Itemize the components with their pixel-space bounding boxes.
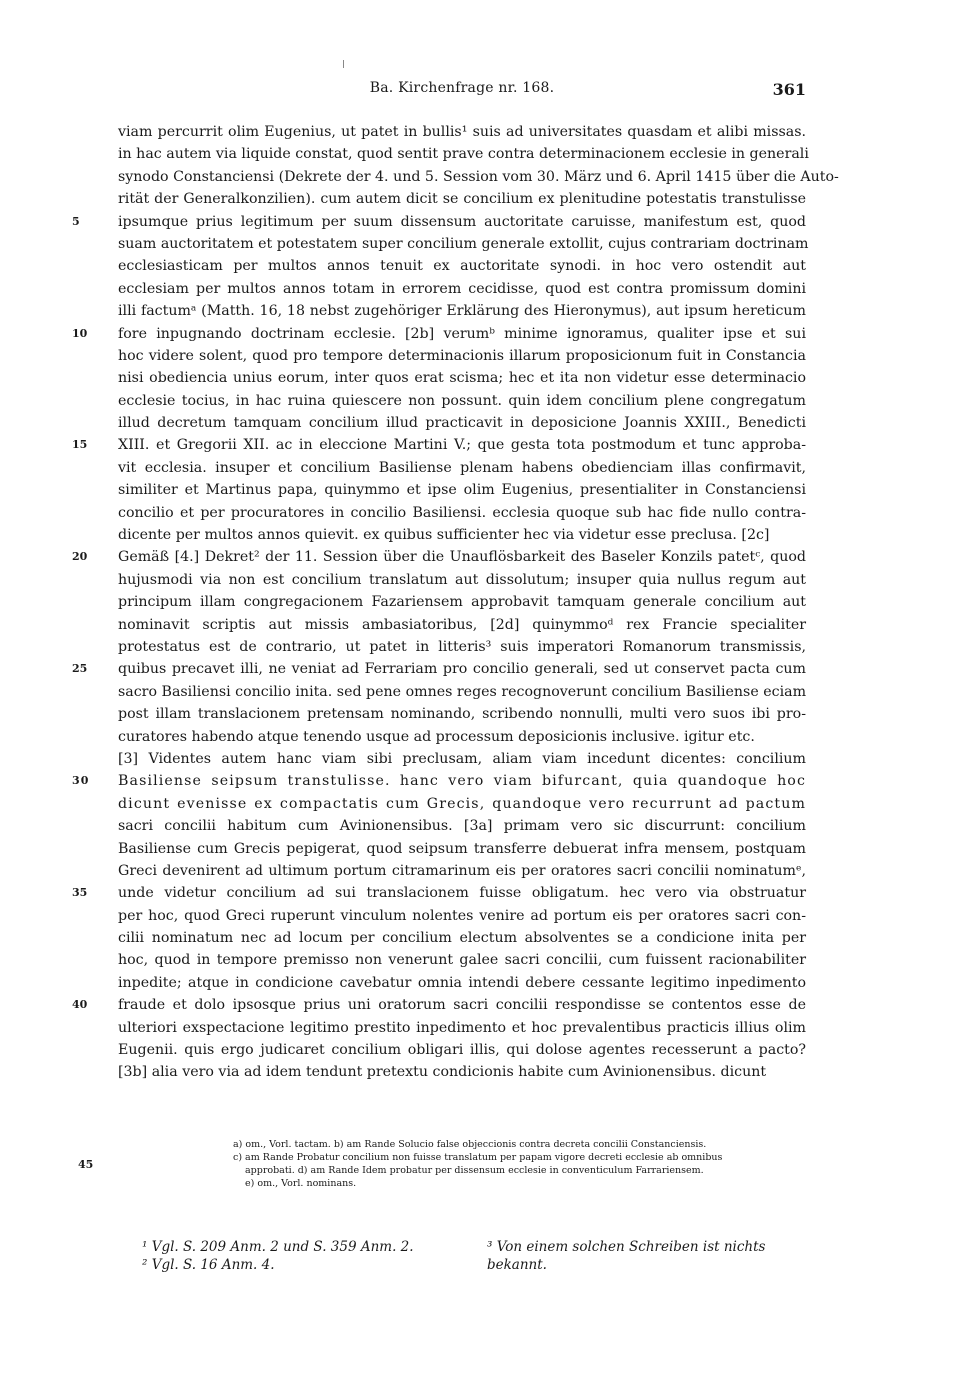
line-text: nominavit scriptis aut missis ambasiatoribus, [2d] quinymmoᵈ rex Francie specialiter — [118, 616, 806, 633]
line-text: curatores habendo atque tenendo usque ad processum deposicionis inclusive. igitur etc. — [118, 728, 755, 745]
text-line — [118, 300, 806, 322]
line-text: post illam translacionem pretensam nominando, scribendo nonnulli, multi vero suos ibi pro- — [118, 706, 806, 723]
line-number: 15 — [72, 438, 88, 452]
line-text: dicente per multos annos quievit. ex quibus sufficienter hec via videtur esse preclusa. [2c] — [118, 527, 770, 544]
line-text: [3] Videntes autem hanc viam sibi preclusam, aliam viam incedunt dicentes: concilium — [118, 750, 806, 767]
line-text: fraude et dolo ipsosque prius uni oratorum sacri concilii respondisse se contentos esse de — [118, 997, 806, 1014]
line-text: nisi obedienciа unius eorum, inter quos erat scisma; hec et ita non videtur esse determinacio — [118, 370, 806, 387]
text-line — [72, 882, 806, 904]
text-line — [118, 143, 809, 165]
apparatus-entry: approbati. d) am Rande Idem probatur per dissensum ecclesie in conventiculum Farrariensem. — [245, 1165, 704, 1176]
footnote: ² Vgl. S. 16 Anm. 4. — [142, 1257, 275, 1273]
text-line — [118, 412, 806, 434]
line-text: dicunt evenisse ex compactatis cum Grecis, quandoque vero recurrunt ad pactum — [118, 795, 806, 812]
line-text: illi factumᵃ (Matth. 16, 18 nebst zugehöriger Erklärung des Hieronymus), aut ipsum hereticum — [118, 303, 806, 320]
text-line — [118, 815, 806, 837]
line-text: fore inpugnando doctrinam ecclesie. [2b] verumᵇ minime ignoramus, qualiter ipse et sui — [118, 325, 806, 342]
text-line — [118, 1039, 806, 1061]
text-line — [118, 166, 839, 188]
line-text: sacri concilii habitum cum Avinionensibus. [3a] primam vero sic discurrunt: concilium — [118, 818, 806, 835]
line-number: 25 — [72, 662, 88, 676]
text-line — [72, 658, 806, 680]
line-number: 5 — [72, 214, 80, 228]
apparatus-line-number: 45 — [78, 1158, 94, 1171]
text-line — [118, 278, 806, 300]
line-text: Basiliense cum Grecis pepigerat, quod seipsum transferre debuerat infra mensem, postquam — [118, 840, 806, 857]
text-line — [118, 569, 806, 591]
line-text: Eugenii. quis ergo judicaret concilium obligari illis, qui dolose agentes recesserunt a pacto? — [118, 1042, 806, 1059]
text-line — [118, 479, 806, 501]
text-line — [118, 636, 806, 658]
line-number: 20 — [72, 550, 88, 564]
text-line — [118, 524, 806, 546]
footnote: ¹ Vgl. S. 209 Anm. 2 und S. 359 Anm. 2. — [142, 1239, 414, 1255]
text-line — [118, 188, 806, 210]
line-text: hoc, quod in tempore premisso non venerunt galee sacri concilii, cum fuissent racionabiliter — [118, 952, 806, 969]
line-text: Greci devenirent ad ultimum portum citramarinum eis per oratores sacri concilii nominatumᵉ, — [118, 862, 806, 879]
text-line — [118, 390, 806, 412]
line-text: ecclesiam per multos annos totam in errorem cecidisse, quod est contra promissum domini — [118, 280, 806, 297]
page-number: 361 — [772, 80, 806, 99]
footnotes-right-column — [487, 1238, 807, 1274]
text-line — [118, 457, 806, 479]
apparatus-entry: e) om., Vorl. nominans. — [245, 1178, 357, 1189]
line-text: ipsumque prius legitimum per suum dissensum auctoritate caruisse, manifestum est, quod — [118, 213, 806, 230]
text-line — [118, 748, 806, 770]
footnote: ³ Von einem solchen Schreiben ist nichts bekannt. — [487, 1239, 766, 1273]
line-text: principum illam congregacionem Fazariensem approbavit tamquam generale concilium aut — [118, 594, 806, 611]
scan-mark — [343, 60, 344, 68]
line-text: hoc videre solent, quod pro tempore determinacionis illarum proposicionum fuit in Constancia — [118, 347, 806, 364]
text-line — [118, 927, 806, 949]
line-text: similiter et Martinus papa, quinymmo et ipse olim Eugenius, presentialiter in Constanciensi — [118, 482, 806, 499]
line-text: illud decretum tamquam concilium illud practicavit in deposicione Joannis XXIII., Benedicti — [118, 415, 806, 432]
line-text: cilii nominatum nec ad locum per concilium electum absolventes se a condicione inita per — [118, 930, 806, 947]
footnotes-left-column — [142, 1238, 472, 1274]
line-text: concilio et per procuratores in concilio Basiliensi. ecclesia quoque sub hac fide nullo contra- — [118, 504, 806, 521]
line-text: ulteriori exspectacione legitimo prestito inpedimento et hoc prevalentibus practicis illius olim — [118, 1019, 806, 1036]
line-text: Gemäß [4.] Dekret² der 11. Session über die Unauflösbarkeit des Baseler Konzils patetᶜ, quod — [118, 549, 806, 566]
line-text: hujusmodi via non est concilium translatum aut dissolutum; insuper quia nullus regum aut — [118, 571, 806, 588]
text-line — [118, 905, 806, 927]
text-line — [72, 994, 806, 1016]
text-line — [118, 972, 806, 994]
text-line — [118, 703, 806, 725]
text-line — [72, 211, 806, 233]
line-text: unde videtur concilium ad sui translacionem fuisse obligatum. hec vero via obstruatur — [118, 885, 806, 902]
line-text: ecclesie tocius, in hac ruina quiescere non possunt. quin idem concilium plene congregatum — [118, 392, 806, 409]
text-line — [118, 502, 806, 524]
text-line — [72, 434, 806, 456]
line-text: inpedite; atque in condicione cavebatur omnia intendi debere cessante legitimo inpedimento — [118, 974, 806, 991]
text-line — [118, 1061, 806, 1083]
line-text: per hoc, quod Greci ruperunt vinculum nolentes venire ad portum eis per oratores sacri con- — [118, 907, 806, 924]
line-number: 10 — [72, 326, 88, 340]
text-line — [118, 233, 809, 255]
line-text: XIII. et Gregorii XII. ac in eleccione Martini V.; que gesta tota postmodum et tunc approba- — [118, 437, 806, 454]
line-number: 35 — [72, 886, 88, 900]
text-line — [118, 591, 806, 613]
text-line — [118, 949, 806, 971]
text-line — [118, 121, 806, 143]
text-line — [118, 345, 806, 367]
line-text: sacro Basiliensi concilio inita. sed pene omnes reges recognoverunt concilium Basiliense eciam — [118, 683, 807, 700]
text-line — [118, 793, 806, 815]
line-number: 40 — [72, 998, 88, 1012]
text-line — [72, 323, 806, 345]
text-line — [118, 860, 806, 882]
line-text: in hac autem via liquide constat, quod sentit prave contra determinacionem ecclesie in generali — [118, 146, 809, 163]
page-header — [118, 80, 806, 102]
line-text: ecclesiasticam per multos annos tenuit ex auctoritate synodi. in hoc vero ostendit aut — [118, 258, 806, 275]
text-line — [118, 1017, 806, 1039]
text-line — [72, 770, 806, 792]
text-line — [72, 546, 806, 568]
line-text: [3b] alia vero via ad idem tendunt pretextu condicionis habite cum Avinionensibus. dicunt — [118, 1064, 767, 1081]
line-text: quibus precavet illi, ne veniat ad Ferrariam pro concilio generali, sed ut conservet pacta cum — [118, 661, 806, 678]
apparatus-entry: c) am Rande Probatur concilium non fuisse translatum per papam vigore decreti ecclesie ab omnibus — [233, 1152, 723, 1163]
line-text: rität der Generalkonzilien). cum autem dicit se concilium ex plenitudine potestatis transtulisse — [118, 191, 806, 208]
text-line — [118, 838, 806, 860]
text-line — [118, 681, 806, 703]
line-number: 30 — [72, 774, 90, 788]
line-text: protestatus est de contrario, ut patet in litteris³ suis imperatori Romanorum transmissis, — [118, 638, 806, 655]
critical-apparatus — [233, 1138, 807, 1190]
line-text: Basiliense seipsum transtulisse. hanc vero viam bifurcant, quia quandoque hoc — [118, 773, 806, 790]
running-title: Ba. Kirchenfrage nr. 168. — [369, 80, 555, 96]
main-text — [72, 121, 839, 1084]
line-text: suam auctoritatem et potestatem super concilium generale extollit, cujus contrariam doctrinam — [118, 235, 809, 252]
apparatus-entry: a) om., Vorl. tactam. b) am Rande Solucio false objeccionis contra decreta concilii Constanciensis. — [233, 1139, 707, 1150]
line-text: vit ecclesia. insuper et concilium Basiliense plenam habens obedienciam illas confirmavit, — [118, 459, 806, 476]
line-text: synodo Constanciensi (Dekrete der 4. und 5. Session vom 30. März und 6. April 1415 über die Auto- — [118, 168, 839, 185]
text-line — [118, 367, 806, 389]
text-line — [118, 614, 806, 636]
line-text: viam percurrit olim Eugenius, ut patet in bullis¹ suis ad universitates quasdam et alibi missas. — [118, 124, 806, 140]
text-line — [118, 726, 806, 748]
text-line — [118, 255, 806, 277]
